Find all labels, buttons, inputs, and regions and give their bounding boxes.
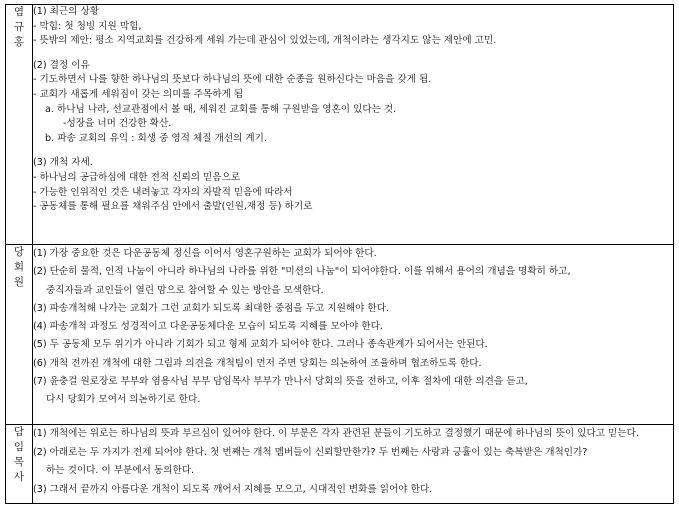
- text-line: - 공동체를 통해 필요를 채워주심 안에서 출발(인원,재정 등) 하기로: [33, 201, 313, 213]
- text-line: b. 파송 교회의 유익 : 회생 중 영적 체질 개선의 계기.: [45, 132, 268, 144]
- text-line: (3) 파송개척해 나가는 교회가 그런 교회가 되도록 최대한 중점을 두고 지원해야 한다.: [33, 302, 390, 314]
- text-line: - 교회가 새롭게 세워짐이 갖는 의미를 주목하게 됨: [33, 88, 244, 100]
- meeting-notes-table: [5, 4, 674, 504]
- label-char: 임: [13, 441, 25, 453]
- section-content: [33, 245, 674, 425]
- text-line: a. 하나님 나라, 선교관점에서 볼 때, 세워진 교회를 통해 구원받을 영혼이 있다는 것.: [45, 103, 397, 115]
- text-line: (6) 개척 전까진 개척에 대한 그림과 의견을 개척팀이 먼저 주면 당회는 의논하여 조율하며 협조하도록 한다.: [33, 357, 482, 369]
- text-line: (3) 그래서 끝까지 아름다운 개척이 되도록 깨어서 지혜를 모으고, 시대적인 변화를 읽어야 한다.: [33, 483, 433, 495]
- text-line: - 하나님의 공급하심에 대한 전적 신뢰의 믿음으로: [33, 171, 241, 183]
- text-line: (1) 가장 중요한 것은 다운공동체 정신을 이어서 영혼구원하는 교회가 되어야 한다.: [33, 248, 377, 259]
- text-line: 다시 당회가 모여서 의논하기로 한다.: [46, 394, 201, 406]
- label-char: 사: [13, 471, 25, 483]
- section-content: [33, 425, 674, 504]
- text-line: (1) 개척에는 위로는 하나님의 뜻과 부르심이 있어야 한다. 이 부분은 각자 관련된 분들이 기도하고 결정했기 때문에 하나님의 뜻이 있다고 믿는다.: [33, 428, 639, 439]
- section-label: [6, 245, 33, 425]
- section-label: [6, 5, 33, 245]
- text-line: (1) 최근의 상황: [33, 6, 100, 17]
- text-line: (7) 윤충걸 원로장로 부부와 염용사님 부부 담임목사 부부가 만나서 당회의 뜻을 전하고, 이후 절차에 대한 의견을 듣고,: [33, 376, 528, 388]
- label-char: 당: [13, 246, 25, 258]
- text-line: (2) 결정 이유: [33, 59, 90, 71]
- text-line: - 막힘: 첫 청빙 지원 막힘,: [33, 20, 142, 32]
- section-content: [33, 5, 674, 245]
- label-char: 홍: [13, 36, 25, 48]
- text-line: (5) 두 공동체 모두 위기가 아니라 기회가 되고 형제 교회가 되어야 한다. 그러나 종속관계가 되어서는 안된다.: [33, 339, 488, 351]
- text-line: - 가능한 인위적인 것은 내려놓고 각자의 자발적 믿음에 따라서: [33, 186, 293, 198]
- label-char: 염: [13, 6, 25, 18]
- label-char: 규: [13, 21, 25, 33]
- label-char: 담: [13, 426, 25, 438]
- line-gap: [33, 146, 673, 156]
- label-char: 목: [13, 456, 25, 468]
- label-char: 회: [13, 261, 25, 273]
- text-line: (3) 개척 자세.: [33, 157, 93, 169]
- label-char: 원: [13, 276, 25, 288]
- text-line: (2) 단순히 물적, 인적 나눔이 아니라 하나님의 나라를 위한 "미션의 나눔"이 되어야한다. 이를 위해서 용어의 개념을 명확히 하고,: [33, 266, 571, 278]
- line-gap: [33, 49, 673, 59]
- section-row: [6, 5, 674, 245]
- text-line: -성장을 너머 건강한 확산.: [63, 118, 172, 130]
- text-line: (4) 파송개척 과정도 성경적이고 다운공동체다운 모습이 되도록 지혜를 모아야 한다.: [33, 321, 383, 333]
- text-line: - 기도하면서 나를 향한 하나님의 뜻보다 하나님의 뜻에 대한 순종을 원하신다는 마음을 갖게 됨.: [33, 74, 432, 86]
- section-row: [6, 425, 674, 504]
- section-row: [6, 245, 674, 425]
- text-line: 중직자들과 교인들이 열린 맘으로 참여할 수 있는 방안을 모색한다.: [46, 284, 324, 296]
- text-line: 하는 것이다. 이 부분에서 동의한다.: [46, 465, 195, 477]
- text-line: - 뜻밖의 제안: 평소 지역교회를 건강하게 세워 가는데 관심이 있었는데, 개척이라는 생각지도 않는 제안에 고민.: [33, 35, 497, 47]
- text-line: (2) 아래로는 두 가지가 전제 되어야 한다. 첫 번째는 개척 멤버들이 신뢰할만한가? 두 번째는 사랑과 긍휼이 있는 축복받은 개척인가?: [33, 446, 588, 458]
- section-label: [6, 425, 33, 504]
